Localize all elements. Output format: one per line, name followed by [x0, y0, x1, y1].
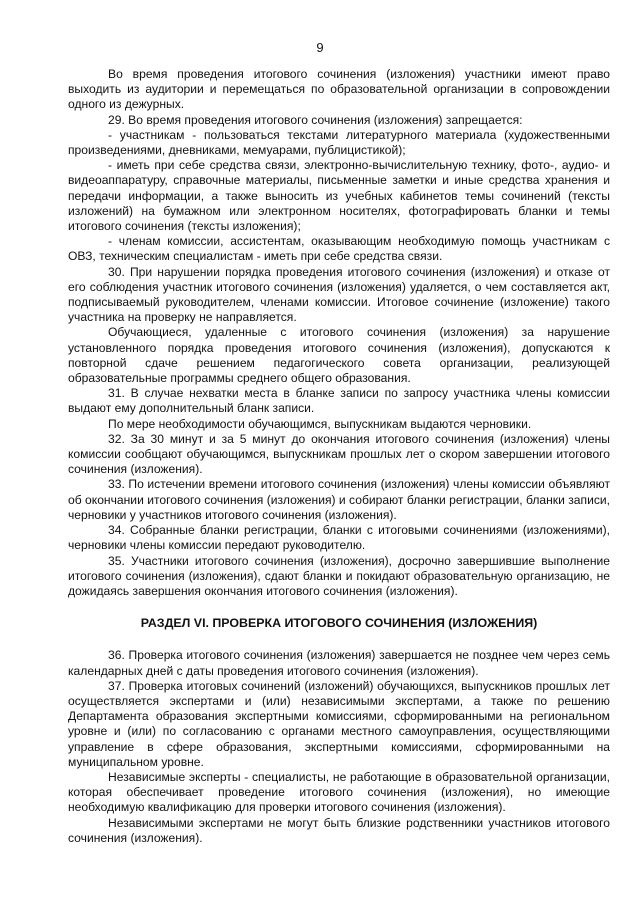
page-number: 9 [316, 40, 324, 55]
paragraph: - участникам - пользоваться текстами литературного материала (художественными произведениями, дневниками, мемуарами, публицистикой); [68, 127, 610, 158]
paragraph: 37. Проверка итоговых сочинений (изложений) обучающихся, выпускников прошлых лет осуществляется экспертами и (или) независимыми экспертами, а также по решению Департамента образования экспертными комиссиями, сформированными на региональном уровне и (или) по согласованию с органами местного самоуправления, осуществляющими управление в сфере образования, экспертными комиссиями, сформированными на муниципальном уровне. [68, 678, 610, 769]
section-heading: РАЗДЕЛ VI. ПРОВЕРКА ИТОГОВОГО СОЧИНЕНИЯ (ИЗЛОЖЕНИЯ) [140, 616, 538, 631]
paragraph: Независимыми экспертами не могут быть близкие родственники участников итогового сочинения (изложения). [68, 815, 610, 845]
paragraph: Во время проведения итогового сочинения (изложения) участники имеют право выходить из аудитории и перемещаться по образовательной организации в сопровождении одного из дежурных. [68, 67, 610, 112]
document-body [68, 67, 610, 846]
paragraph: 35. Участники итогового сочинения (изложения), досрочно завершившие выполнение итогового сочинения (изложения), сдают бланки и покидают образовательную организацию, не дожидаясь завершения окончания итогового сочинения (изложения). [68, 553, 610, 598]
paragraph: - иметь при себе средства связи, электронно-вычислительную технику, фото-, аудио- и видеоаппаратуру, справочные материалы, письменные заметки и иные средства хранения и передачи информации, а также выносить из учебных кабинетов темы сочинений (тексты изложений) на бумажном или электронном носителях, фотографировать бланки и темы итогового сочинения (тексты изложения); [68, 158, 610, 234]
paragraph: 36. Проверка итогового сочинения (изложения) завершается не позднее чем через семь календарных дней с даты проведения итогового сочинения (изложения). [68, 648, 610, 678]
paragraph: 31. В случае нехватки места в бланке записи по запросу участника члены комиссии выдают ему дополнительный бланк записи. [68, 386, 610, 416]
paragraph: - членам комиссии, ассистентам, оказывающим необходимую помощь участникам с ОВЗ, техническим специалистам - иметь при себе средства связи. [68, 234, 610, 264]
paragraph: Обучающиеся, удаленные с итогового сочинения (изложения) за нарушение установленного порядка проведения итогового сочинения (изложения), допускаются к повторной сдаче решением педагогического совета организации, реализующей образовательные программы среднего общего образования. [68, 325, 610, 386]
paragraph: 32. За 30 минут и за 5 минут до окончания итогового сочинения (изложения) члены комиссии сообщают обучающимся, выпускникам прошлых лет о скором завершении итогового сочинения (изложения). [68, 431, 610, 477]
paragraph: 33. По истечении времени итогового сочинения (изложения) члены комиссии объявляют об окончании итогового сочинения (изложения) и собирают бланки регистрации, бланки записи, черновики у участников итогового сочинения (изложения). [68, 477, 610, 522]
paragraph: По мере необходимости обучающимся, выпускникам выдаются черновики. [108, 416, 532, 431]
paragraph: Независимые эксперты - специалисты, не работающие в образовательной организации, которая обеспечивает проведение итогового сочинения (изложения), но имеющие необходимую квалификацию для проверки итогового сочинения (изложения). [68, 769, 610, 815]
paragraph: 34. Собранные бланки регистрации, бланки с итоговыми сочинениями (изложениями), черновики члены комиссии передают руководителю. [68, 523, 610, 553]
paragraph: 30. При нарушении порядка проведения итогового сочинения (изложения) и отказе от его соблюдения участник итогового сочинения (изложения) удаляется, о чем составляется акт, подписываемый руководителем, членами комиссии. Итоговое сочинение (изложение) такого участника на проверку не направляется. [68, 264, 610, 325]
paragraph: 29. Во время проведения итогового сочинения (изложения) запрещается: [108, 112, 523, 127]
